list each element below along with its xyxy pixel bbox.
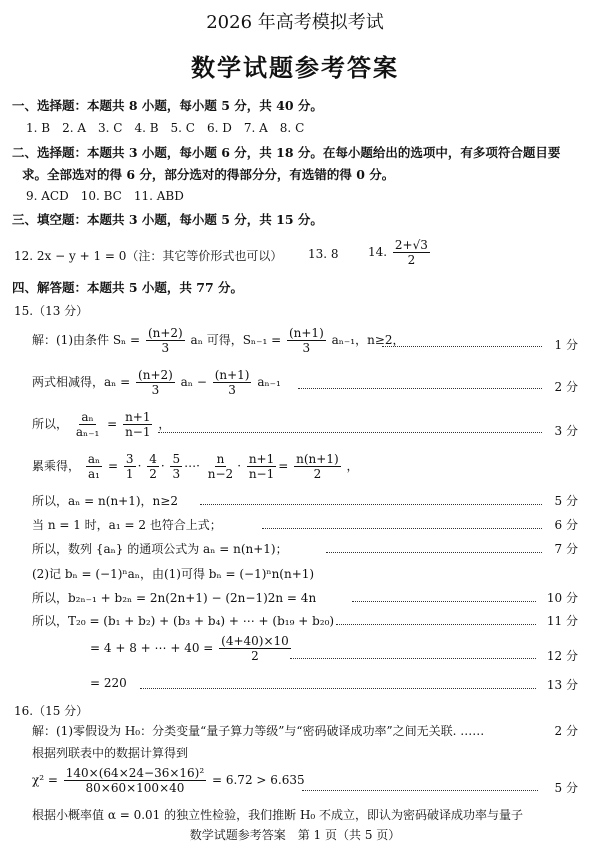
q15-line8: (2)记 bₙ = (−1)ⁿaₙ，由(1)可得 bₙ = (−1)ⁿn(n+1) xyxy=(32,567,315,581)
q15-line2-text-a: 两式相减得，aₙ = xyxy=(32,375,131,389)
q15-line10: 所以，T₂₀ = (b₁ + b₂) + (b₃ + b₄) + ⋯ + (b₁₉ + b₂₀) xyxy=(32,614,335,628)
frac-num: 3 xyxy=(125,452,134,466)
dot-leader xyxy=(290,658,536,659)
frac-den: 1 xyxy=(125,467,134,481)
frac-num: 5 xyxy=(172,452,181,466)
q15-line2-text-b: aₙ − xyxy=(180,375,207,389)
dot-leader xyxy=(302,790,538,791)
frac-num: 4 xyxy=(149,452,157,466)
frac-num: (n+2) xyxy=(147,326,183,340)
frac-num: (n+1) xyxy=(288,326,324,340)
q15-line4-frac3 xyxy=(147,452,159,481)
q16-line3 xyxy=(32,766,305,795)
q15-line3 xyxy=(32,410,170,439)
q15-line2-score: 2 分 xyxy=(554,380,578,394)
q15-line3-frac1 xyxy=(74,410,102,439)
q15-line2-text-c: aₙ₋₁ xyxy=(257,375,281,389)
q15-line7-score: 7 分 xyxy=(554,542,578,556)
q15-line3-text-a: 所以， xyxy=(32,417,69,431)
q15-line1 xyxy=(32,326,405,355)
part2-answers: 9. ACD 10. BC 11. ABD xyxy=(26,189,184,203)
frac-den: 80×60×100×40 xyxy=(85,781,185,795)
q13-answer: 13. 8 xyxy=(308,247,339,261)
q15-line9-score: 10 分 xyxy=(546,591,578,605)
q15-line7: 所以，数列 {aₙ} 的通项公式为 aₙ = n(n+1)； xyxy=(32,542,288,556)
frac-den: n−2 xyxy=(207,467,234,481)
frac-den: n−1 xyxy=(125,425,151,439)
q15-line4: 累乘得， $\frac{\text{aₙ}}{\text{a₁}}$ = $\frac{3}{1}$ · $\frac{4}{2}$ · $\frac{5}{3}$ ⋯· $\frac{n}{n-2}$ · $\frac{n+1}{n-1}$ = $\frac{n(n+1)}{2}$ ， xyxy=(32,452,359,481)
q15-line11 xyxy=(90,634,293,663)
frac-den: aₙ₋₁ xyxy=(75,425,100,439)
q16-line2: 根据列联表中的数据计算得到 xyxy=(32,746,189,760)
q15-line2 xyxy=(32,368,281,397)
frac-num: (4+40)×10 xyxy=(221,634,289,648)
q16-line3-text-b: = 6.72 > 6.635 xyxy=(211,773,305,787)
q15-line10-score: 11 分 xyxy=(546,614,578,628)
q15-line12: = 220 xyxy=(90,676,127,690)
q15-line4-frac7 xyxy=(294,452,341,481)
q16-line1-score: 2 分 xyxy=(554,724,578,738)
frac-num: n xyxy=(216,452,225,466)
q16-title: 16.（15 分） xyxy=(14,704,89,718)
frac-num: n+1 xyxy=(125,410,151,424)
q14-denominator: 2 xyxy=(407,253,416,267)
q16-chi-square-fraction xyxy=(64,766,206,795)
q15-line11-score: 12 分 xyxy=(546,649,578,663)
q15-line4-frac6 xyxy=(247,452,276,481)
frac-num: aₙ xyxy=(81,410,94,424)
frac-den: a₁ xyxy=(88,467,100,481)
q15-line1-text-a: 解：(1)由条件 Sₙ = xyxy=(32,333,141,347)
exam-title: 2026 年高考模拟考试 xyxy=(206,12,384,33)
part3-heading: 三、填空题：本题共 3 小题，每小题 5 分，共 15 分。 xyxy=(12,212,323,227)
q15-line3-frac2 xyxy=(123,410,152,439)
q15-line11-frac xyxy=(219,634,291,663)
q15-line9: 所以，b₂ₙ₋₁ + b₂ₙ = 2n(2n+1) − (2n−1)2n = 4n xyxy=(32,591,317,605)
q15-line4-text-c: ， xyxy=(346,459,359,473)
frac-den: 3 xyxy=(302,341,311,355)
frac-num: aₙ xyxy=(87,452,101,466)
q15-line5-score: 5 分 xyxy=(554,494,578,508)
document-title: 数学试题参考答案 xyxy=(191,53,399,82)
dot-leader xyxy=(200,504,542,505)
q14-numerator: 2+√3 xyxy=(394,238,428,252)
dot-leader xyxy=(326,552,542,553)
dot-leader xyxy=(158,432,542,433)
frac-den: 2 xyxy=(251,649,259,663)
dot-leader xyxy=(298,388,542,389)
q15-line6: 当 n = 1 时，a₁ = 2 也符合上式； xyxy=(32,518,222,532)
q15-line1-text-b: aₙ 可得，Sₙ₋₁ = xyxy=(190,333,282,347)
dot-leader xyxy=(382,346,542,347)
q16-line3-score: 5 分 xyxy=(554,781,578,795)
q15-line4-frac1 xyxy=(86,452,102,481)
q15-line1-frac1 xyxy=(146,326,185,355)
q15-title: 15.（13 分） xyxy=(14,304,89,318)
part2-heading-line2: 求。全部选对的得 6 分，部分选对的得部分分，有选错的得 0 分。 xyxy=(22,167,395,182)
q15-line1-score: 1 分 xyxy=(554,338,578,352)
q15-line4-text-a: 累乘得， xyxy=(32,459,81,473)
q15-line4-frac4 xyxy=(170,452,182,481)
frac-num: (n+1) xyxy=(214,368,250,382)
part4-heading: 四、解答题：本题共 5 小题，共 77 分。 xyxy=(12,280,244,295)
q16-line1: 解：(1)零假设为 H₀：分类变量“量子算力等级”与“密码破译成功率”之间无关联. …… xyxy=(32,724,485,738)
q15-line3-score: 3 分 xyxy=(554,424,578,438)
q12-answer: 12. 2x − y + 1 = 0（注：其它等价形式也可以） xyxy=(14,249,283,263)
q16-line4: 根据小概率值 α = 0.01 的独立性检验，我们推断 H₀ 不成立，即认为密码破译成功率与量子 xyxy=(32,808,524,822)
q14-fraction xyxy=(393,238,430,267)
part2-heading-line1: 二、选择题：本题共 3 小题，每小题 6 分，共 18 分。在每小题给出的选项中，有多项符合题目要 xyxy=(12,145,561,160)
q15-line1-text-c: aₙ₋₁，n≥2， xyxy=(331,333,405,347)
q15-line4-text-b: = xyxy=(108,459,119,473)
q15-line3-text-c: ， xyxy=(158,417,171,431)
q15-line1-frac2 xyxy=(287,326,326,355)
q15-line2-frac2 xyxy=(213,368,252,397)
page-footer: 数学试题参考答案 第 1 页（共 5 页） xyxy=(189,828,401,842)
q15-line4-frac5 xyxy=(206,452,235,481)
q16-line3-text-a: χ² = xyxy=(32,773,58,787)
q14-answer xyxy=(368,238,432,267)
dot-leader xyxy=(262,528,542,529)
frac-den: 3 xyxy=(161,341,170,355)
frac-num: 140×(64×24−36×16)² xyxy=(65,766,205,780)
q14-label: 14. xyxy=(368,245,388,259)
q15-line6-score: 6 分 xyxy=(554,518,578,532)
frac-den: 3 xyxy=(228,383,236,397)
q15-line12-score: 13 分 xyxy=(546,678,578,692)
q15-line11-text-a: = 4 + 8 + ⋯ + 40 = xyxy=(90,641,214,655)
frac-den: 2 xyxy=(313,467,322,481)
frac-den: 3 xyxy=(172,467,181,481)
frac-den: 3 xyxy=(151,383,160,397)
q15-line2-frac1 xyxy=(136,368,175,397)
dot-leader xyxy=(352,601,536,602)
frac-num: (n+2) xyxy=(138,368,173,382)
part1-heading: 一、选择题：本题共 8 小题，每小题 5 分，共 40 分。 xyxy=(12,98,323,113)
dot-leader xyxy=(140,688,536,689)
frac-num: n(n+1) xyxy=(296,452,339,466)
frac-num: n+1 xyxy=(248,452,275,466)
q15-line4-frac2 xyxy=(124,452,136,481)
frac-den: n−1 xyxy=(248,467,275,481)
frac-den: 2 xyxy=(149,467,157,481)
q15-line3-text-b: = xyxy=(107,417,118,431)
part1-answers: 1. B 2. A 3. C 4. B 5. C 6. D 7. A 8. C xyxy=(26,121,305,135)
q15-line5: 所以，aₙ = n(n+1)，n≥2 xyxy=(32,494,178,508)
dot-leader xyxy=(336,624,536,625)
